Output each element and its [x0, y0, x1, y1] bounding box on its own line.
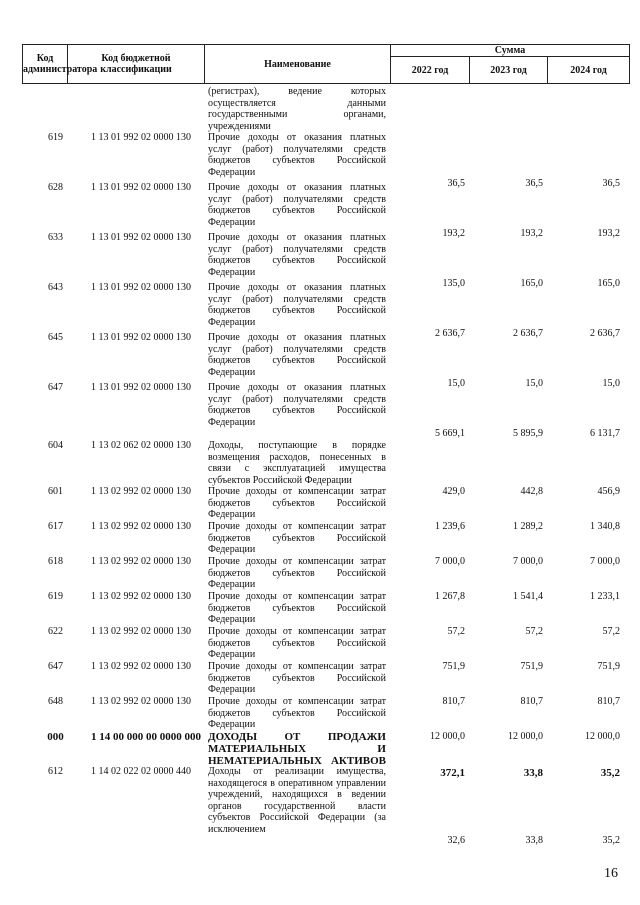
- value-2024-cell: 36,5: [602, 178, 620, 189]
- item-name-cell: Прочие доходы от компенсации затрат бюджетов субъектов Российской Федерации: [208, 486, 386, 520]
- value-2023-cell: 15,0: [525, 378, 543, 389]
- table-body: [22, 86, 629, 846]
- item-name-cell: Прочие доходы от оказания платных услуг (работ) получателями средств бюджетов субъектов Российской Федерации: [208, 332, 386, 378]
- value-2022-cell: 193,2: [442, 228, 465, 239]
- budget-code-cell: 1 13 01 992 02 0000 130: [91, 232, 191, 243]
- value-2022-cell: 751,9: [442, 660, 465, 672]
- admin-code-cell: 647: [48, 661, 63, 672]
- value-2022-cell: 57,2: [447, 625, 465, 637]
- budget-code-cell: 1 13 01 992 02 0000 130: [91, 282, 191, 293]
- value-2024-cell: 2 636,7: [590, 328, 620, 339]
- table-rows: [22, 132, 629, 846]
- item-name-cell: Прочие доходы от компенсации затрат бюджетов субъектов Российской Федерации: [208, 521, 386, 555]
- item-name-cell: Прочие доходы от оказания платных услуг (работ) получателями средств бюджетов субъектов Российской Федерации: [208, 182, 386, 228]
- value-2023-cell: 57,2: [525, 625, 543, 637]
- header-year-2023: 2023 год: [470, 57, 548, 84]
- header-admin: Код администратора: [23, 45, 68, 84]
- item-name-cell: Прочие доходы от компенсации затрат бюджетов субъектов Российской Федерации: [208, 556, 386, 590]
- budget-code-cell: 1 13 02 992 02 0000 130: [91, 696, 191, 707]
- value-2024-cell: 1 340,8: [590, 520, 620, 532]
- budget-code-cell: 1 14 00 000 00 0000 000: [91, 731, 201, 743]
- admin-code-cell: 633: [48, 232, 63, 243]
- admin-code-cell: 645: [48, 332, 63, 343]
- budget-code-cell: 1 13 02 992 02 0000 130: [91, 626, 191, 637]
- value-2024-cell: 456,9: [597, 486, 620, 497]
- budget-code-cell: 1 13 01 992 02 0000 130: [91, 132, 191, 143]
- value-2023-cell: 810,7: [520, 695, 543, 707]
- value-2023-cell: 12 000,0: [508, 730, 543, 742]
- item-name-cell: Прочие доходы от оказания платных услуг (работ) получателями средств бюджетов субъектов Российской Федерации: [208, 232, 386, 278]
- header-name: Наименование: [205, 45, 391, 84]
- admin-code-cell: 000: [47, 731, 64, 743]
- continuation-text: (регистрах), ведение которых осуществляется данными государственными органами, учреждениями: [208, 86, 386, 132]
- admin-code-cell: 619: [48, 591, 63, 602]
- value-2022-cell: 32,6: [447, 835, 465, 846]
- continuation-row: [22, 86, 629, 132]
- value-2022-cell: 372,1: [440, 767, 465, 779]
- value-2023-cell: 1 289,2: [513, 520, 543, 532]
- value-2024-cell: 57,2: [602, 625, 620, 637]
- value-2024-cell: 7 000,0: [590, 555, 620, 567]
- item-name-cell: Прочие доходы от компенсации затрат бюджетов субъектов Российской Федерации: [208, 591, 386, 625]
- admin-code-cell: 612: [48, 766, 63, 777]
- budget-code-cell: 1 13 02 992 02 0000 130: [91, 661, 191, 672]
- budget-code-cell: 1 13 02 992 02 0000 130: [91, 486, 191, 497]
- value-2022-cell: 429,0: [442, 486, 465, 497]
- header-year-2022: 2022 год: [391, 57, 470, 84]
- item-name-cell: Прочие доходы от оказания платных услуг (работ) получателями средств бюджетов субъектов Российской Федерации: [208, 282, 386, 328]
- budget-code-cell: 1 13 01 992 02 0000 130: [91, 332, 191, 343]
- value-2022-cell: 810,7: [442, 695, 465, 707]
- header-year-2024: 2024 год: [548, 57, 630, 84]
- admin-code-cell: 619: [48, 132, 63, 143]
- budget-code-cell: 1 13 01 992 02 0000 130: [91, 382, 191, 393]
- value-2024-cell: 1 233,1: [590, 590, 620, 602]
- value-2023-cell: 165,0: [520, 278, 543, 289]
- budget-code-cell: 1 13 01 992 02 0000 130: [91, 182, 191, 193]
- admin-code-cell: 604: [48, 440, 63, 451]
- value-2024-cell: 35,2: [602, 835, 620, 846]
- value-2022-cell: 12 000,0: [430, 730, 465, 742]
- value-2023-cell: 33,8: [525, 835, 543, 846]
- admin-code-cell: 628: [48, 182, 63, 193]
- value-2022-cell: 36,5: [447, 178, 465, 189]
- value-2023-cell: 2 636,7: [513, 328, 543, 339]
- item-name-cell: ДОХОДЫ ОТ ПРОДАЖИ МАТЕРИАЛЬНЫХ И НЕМАТЕРИАЛЬНЫХ АКТИВОВ: [208, 731, 386, 767]
- budget-code-cell: 1 13 02 062 02 0000 130: [91, 440, 191, 451]
- value-2023-cell: 5 895,9: [513, 428, 543, 439]
- value-2023-cell: 751,9: [520, 660, 543, 672]
- value-2024-cell: 751,9: [597, 660, 620, 672]
- value-2024-cell: 165,0: [597, 278, 620, 289]
- table-row: [22, 766, 629, 846]
- header-sum: Сумма: [391, 45, 630, 57]
- item-name-cell: Прочие доходы от компенсации затрат бюджетов субъектов Российской Федерации: [208, 626, 386, 660]
- table-row: [22, 382, 629, 440]
- value-2024-cell: 810,7: [597, 695, 620, 707]
- item-name-cell: Прочие доходы от оказания платных услуг (работ) получателями средств бюджетов субъектов Российской Федерации: [208, 132, 386, 178]
- budget-code-cell: 1 13 02 992 02 0000 130: [91, 591, 191, 602]
- value-2022-cell: 135,0: [442, 278, 465, 289]
- admin-code-cell: 648: [48, 696, 63, 707]
- page-number: 16: [604, 866, 618, 881]
- value-2023-cell: 1 541,4: [513, 590, 543, 602]
- admin-code-cell: 617: [48, 521, 63, 532]
- item-name-cell: Прочие доходы от компенсации затрат бюджетов субъектов Российской Федерации: [208, 696, 386, 730]
- budget-code-cell: 1 13 02 992 02 0000 130: [91, 556, 191, 567]
- value-2022-cell: 2 636,7: [435, 328, 465, 339]
- item-name-cell: Доходы от реализации имущества, находящегося в оперативном управлении учреждений, находящихся в ведении органов государственной власти субъектов Российской Федерации (за исключением: [208, 766, 386, 835]
- value-2022-cell: 5 669,1: [435, 428, 465, 439]
- admin-code-cell: 647: [48, 382, 63, 393]
- item-name-cell: Прочие доходы от компенсации затрат бюджетов субъектов Российской Федерации: [208, 661, 386, 695]
- header-kbk: Код бюджетной классификации: [68, 45, 205, 84]
- value-2023-cell: 442,8: [520, 486, 543, 497]
- value-2023-cell: 36,5: [525, 178, 543, 189]
- admin-code-cell: 618: [48, 556, 63, 567]
- value-2024-cell: 15,0: [602, 378, 620, 389]
- item-name-cell: Доходы, поступающие в порядке возмещения расходов, понесенных в связи с эксплуатацией имущества субъектов Российской Федерации: [208, 440, 386, 486]
- table-header: [22, 44, 630, 84]
- value-2024-cell: 193,2: [597, 228, 620, 239]
- value-2022-cell: 7 000,0: [435, 555, 465, 567]
- budget-code-cell: 1 13 02 992 02 0000 130: [91, 521, 191, 532]
- admin-code-cell: 622: [48, 626, 63, 637]
- value-2023-cell: 193,2: [520, 228, 543, 239]
- value-2024-cell: 6 131,7: [590, 428, 620, 439]
- value-2024-cell: 35,2: [600, 767, 620, 779]
- value-2022-cell: 1 267,8: [435, 590, 465, 602]
- admin-code-cell: 601: [48, 486, 63, 497]
- value-2022-cell: 15,0: [447, 378, 465, 389]
- value-2023-cell: 33,8: [523, 767, 543, 779]
- value-2023-cell: 7 000,0: [513, 555, 543, 567]
- value-2022-cell: 1 239,6: [435, 520, 465, 532]
- admin-code-cell: 643: [48, 282, 63, 293]
- value-2024-cell: 12 000,0: [585, 730, 620, 742]
- budget-code-cell: 1 14 02 022 02 0000 440: [91, 766, 191, 777]
- item-name-cell: Прочие доходы от оказания платных услуг (работ) получателями средств бюджетов субъектов Российской Федерации: [208, 382, 386, 428]
